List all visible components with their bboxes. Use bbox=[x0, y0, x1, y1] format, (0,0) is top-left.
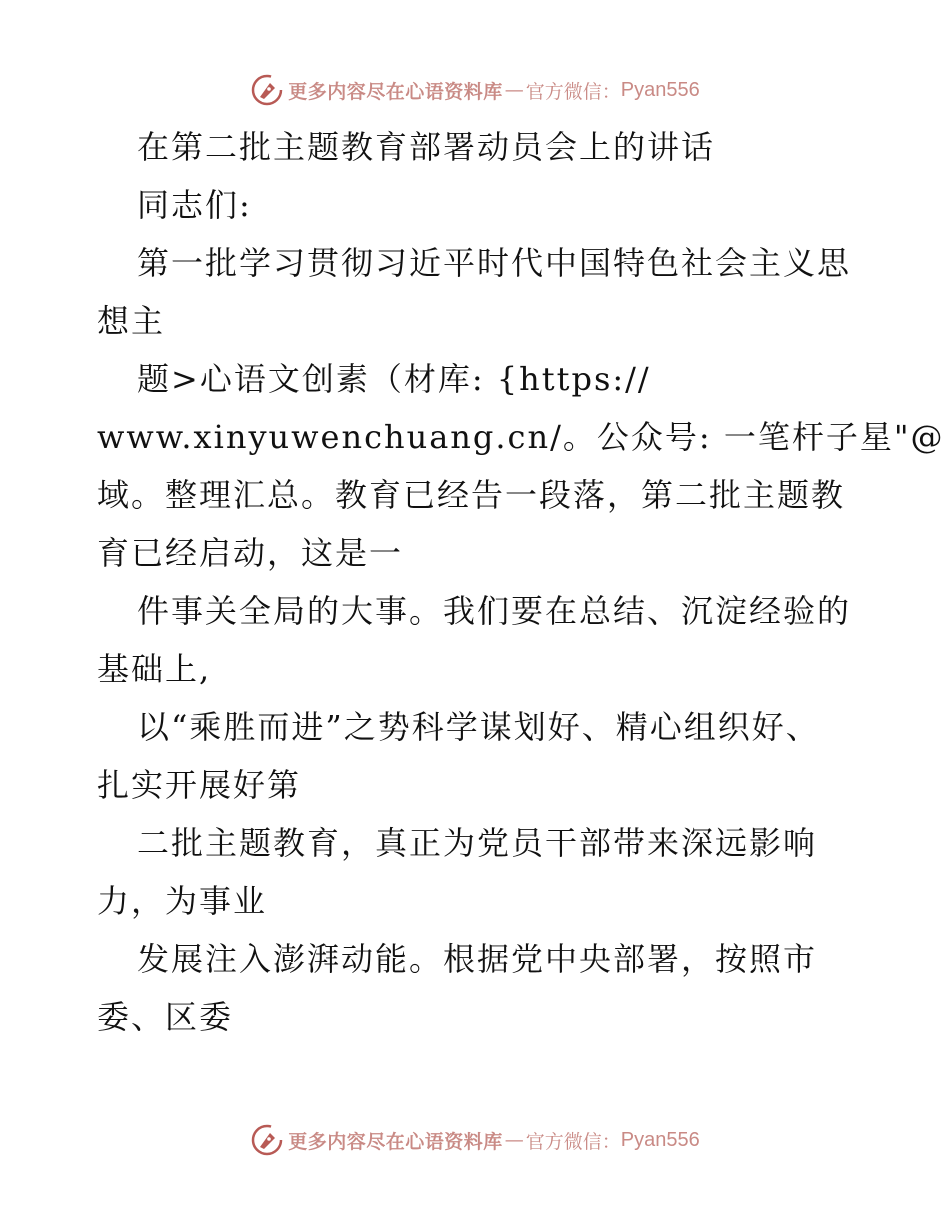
body-line: 以“乘胜而进”之势科学谋划好、精心组织好、 bbox=[137, 708, 820, 746]
watermark-wechat-id: Pyan556 bbox=[620, 1128, 700, 1151]
body-line: 力，为事业 bbox=[97, 882, 268, 920]
header-watermark-banner bbox=[0, 70, 950, 110]
document-body bbox=[97, 118, 945, 1046]
body-line: 育已经启动，这是一 bbox=[97, 534, 404, 572]
watermark-wechat-label: 官方微信： bbox=[525, 1130, 621, 1153]
watermark-site-text: 更多内容尽在心语资料库 bbox=[288, 1130, 503, 1153]
body-line: 基础上, bbox=[97, 650, 212, 688]
body-line: 想主 bbox=[97, 302, 166, 340]
footer-watermark-banner bbox=[0, 1120, 950, 1160]
body-line: 件事关全局的大事。我们要在总结、沉淀经验的 bbox=[137, 592, 852, 630]
watermark-dash: — bbox=[504, 1129, 524, 1151]
watermark-dash: — bbox=[504, 79, 524, 101]
watermark-wechat-id: Pyan556 bbox=[620, 78, 700, 101]
document-title: 在第二批主题教育部署动员会上的讲话 bbox=[137, 128, 716, 166]
body-line: 发展注入澎湃动能。根据党中央部署，按照市 bbox=[137, 940, 818, 978]
body-line: 二批主题教育，真正为党员干部带来深远影响 bbox=[137, 824, 818, 862]
body-line: 第一批学习贯彻习近平时代中国特色社会主义思 bbox=[137, 244, 852, 282]
watermark-wechat-label: 官方微信： bbox=[525, 80, 621, 103]
body-line: 扎实开展好第 bbox=[97, 766, 302, 804]
watermark-site-text: 更多内容尽在心语资料库 bbox=[288, 80, 503, 103]
body-line: www.xinyuwenchuang.cn/。公众号: 一笔杆子星"@ bbox=[97, 418, 945, 456]
body-line: 题>心语文创素（材库: {https:// bbox=[137, 360, 651, 398]
body-line: 域。整理汇总。教育已经告一段落，第二批主题教 bbox=[97, 476, 846, 514]
pen-nib-logo-icon bbox=[250, 1123, 284, 1157]
body-line: 委、区委 bbox=[97, 998, 234, 1036]
pen-nib-logo-icon bbox=[250, 73, 284, 107]
salutation: 同志们: bbox=[137, 186, 252, 224]
